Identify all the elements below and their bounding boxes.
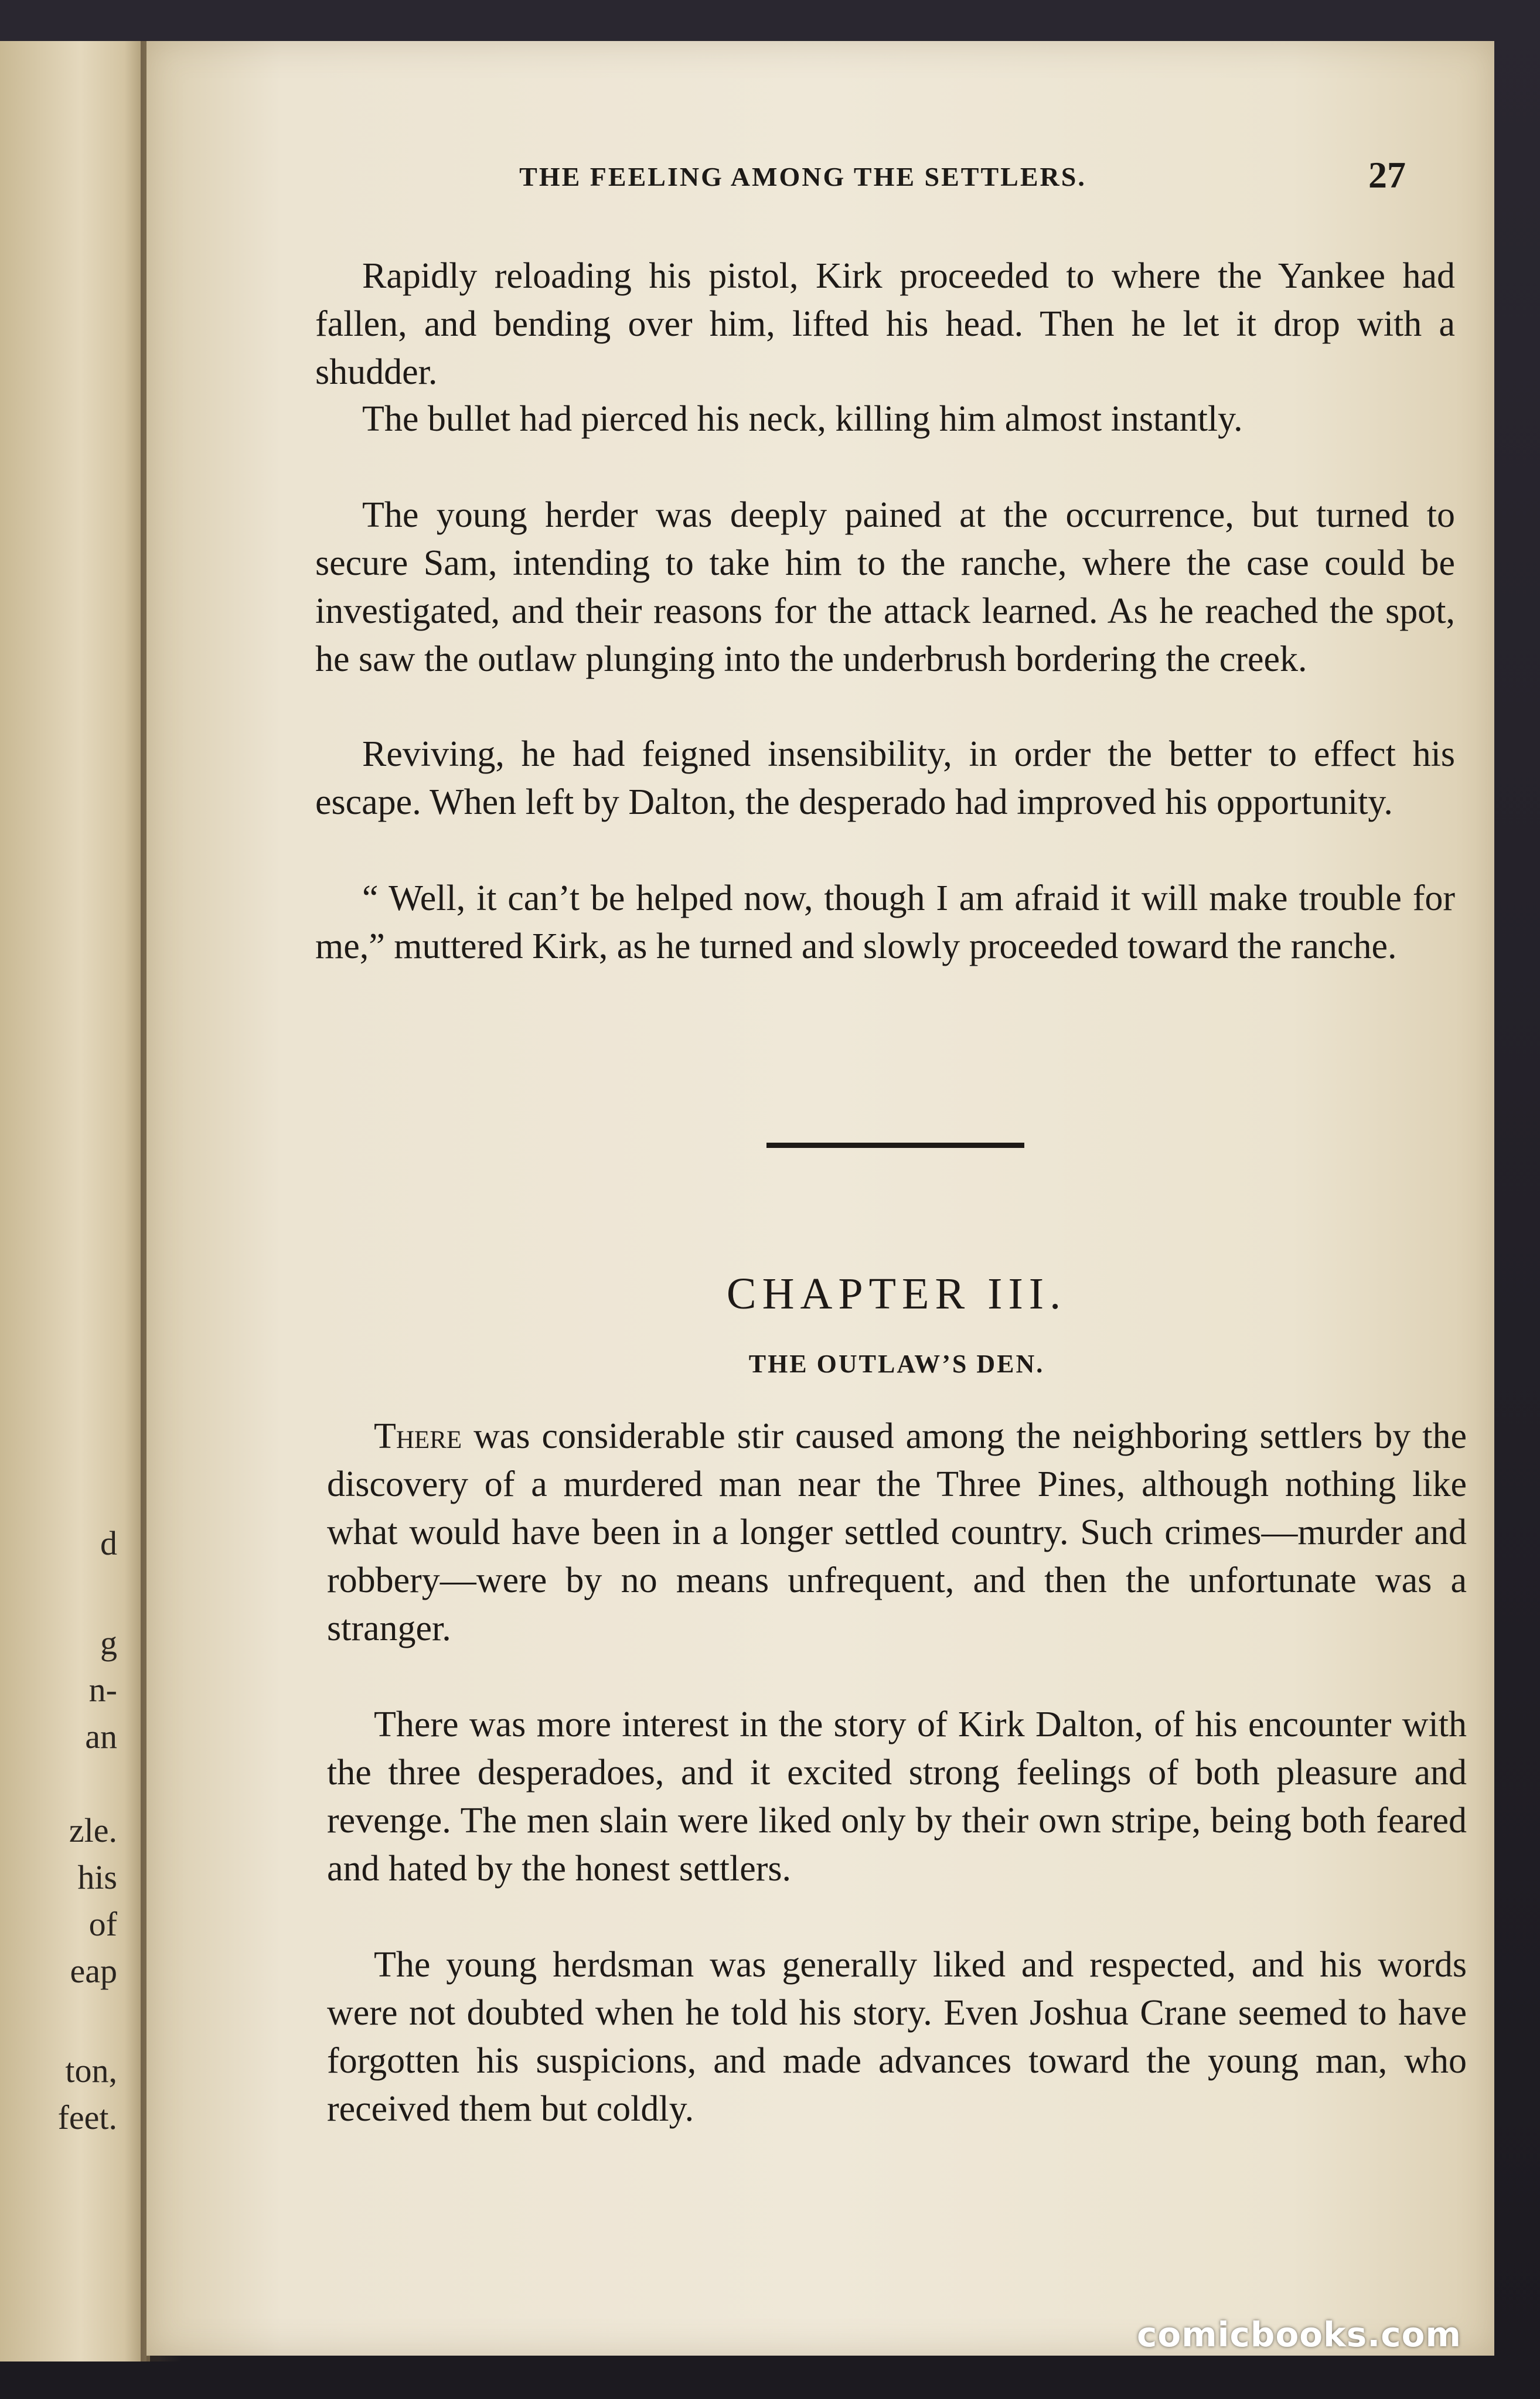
running-head: THE FEELING AMONG THE SETTLERS.	[519, 162, 1086, 192]
site-watermark: comicbooks.com	[1137, 2315, 1461, 2354]
body-paragraph: Rapidly reloading his pistol, Kirk proceeded to where the Yankee had fallen, and bending over him, lifted his head. Then he let it drop with a shudder.	[315, 256, 1455, 392]
chapter-subtitle: THE OUTLAW’S DEN.	[748, 1350, 1045, 1378]
body-paragraph: “ Well, it can’t be helped now, though I am afraid it will make trouble for me,” muttered Kirk, as he turned and slowly proceeded toward the ranche.	[315, 878, 1455, 966]
opening-word: There	[374, 1416, 462, 1456]
body-paragraph: There was more interest in the story of Kirk Dalton, of his encounter with the three desperadoes, and it excited strong feelings of both pleasure and revenge. The men slain were liked only by their own stripe, being both feared and hated by the honest settlers.	[327, 1705, 1467, 1889]
body-paragraph: The young herder was deeply pained at the occurrence, but turned to secure Sam, intending to take him to the ranche, where the case could be investigated, and their reasons for the attack learned. As he reached the spot, he saw the outlaw plunging into the underbrush bordering the creek.	[315, 495, 1455, 679]
body-paragraph: The young herdsman was generally liked and respected, and his words were not doubted when he told his story. Even Joshua Crane seemed to have forgotten his suspicions, and made advances toward the young man, who received them but coldly.	[327, 1945, 1467, 2129]
opening-paragraph-text: was considerable stir caused among the neighboring settlers by the discovery of a murdered man near the Three Pines, although nothing like what would have been in a longer settled country. Such crimes—murder and robbery—were by no means unfrequent, and then the unfortunate was a stranger.	[327, 1416, 1467, 1648]
page-number: 27	[1368, 154, 1406, 196]
left-page-fragment: zle.	[69, 1811, 117, 1849]
left-page-fragment: eap	[70, 1952, 117, 1990]
left-page-fragment: g	[100, 1624, 117, 1662]
chapter-opening-paragraph	[327, 1412, 1467, 1652]
book-page	[146, 41, 1494, 2356]
left-page-fragment: an	[85, 1718, 117, 1756]
previous-page-edge	[0, 41, 150, 2361]
chapter-heading: CHAPTER III.	[726, 1269, 1067, 1318]
left-page-fragment: ton,	[65, 2052, 117, 2090]
left-page-fragment: of	[88, 1905, 117, 1943]
left-page-fragment: feet.	[57, 2098, 117, 2136]
body-paragraph: The bullet had pierced his neck, killing him almost instantly.	[362, 399, 1243, 439]
left-page-fragment: n-	[88, 1671, 117, 1709]
left-page-fragment: his	[77, 1858, 117, 1896]
section-divider-rule	[766, 1143, 1024, 1148]
left-page-fragment: d	[100, 1524, 117, 1562]
body-paragraph: Reviving, he had feigned insensibility, in order the better to effect his escape. When left by Dalton, the desperado had improved his opportunity.	[315, 734, 1455, 822]
